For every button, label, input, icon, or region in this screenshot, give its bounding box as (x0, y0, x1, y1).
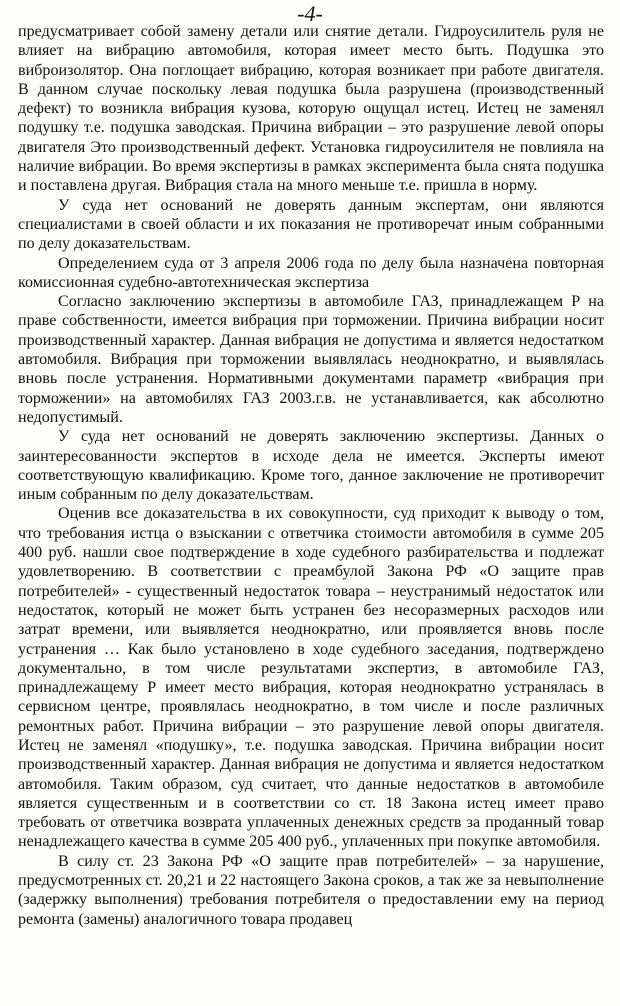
paragraph-expert-testimony: предусматривает собой замену детали или снятие детали. Гидроусилитель руля не влияет на вибрацию автомобиля, которая имеет место быть. Подушка это виброизолятор. Она поглощает вибрацию, которая возникает при работе двигателя. В данном случае поскольку левая подушка была разрушена (производственный дефект) то возникла вибрация кузова, которую ощущал истец. Истец не заменял подушку т.е. подушка заводская. Причина вибрации – это разрушение левой опоры двигателя Это производственный дефект. Установка гидроусилителя не повлияла на наличие вибрации. Во время экспертизы в рамках эксперимента была снята подушка и поставлена другая. Вибрация стала на много меньше т.е. пришла в норму. (18, 23, 604, 195)
paragraph-repeat-expertise: Определением суда от 3 апреля 2006 года по делу была назначена повторная комиссионная судебно-автотехническая экспертиза (18, 254, 604, 291)
document-body (18, 22, 604, 929)
paragraph-trust-experts: У суда нет оснований не доверять данным экспертам, они являются специалистами в своей области и их показания не противоречат иным собранными по делу доказательствам. (18, 196, 604, 253)
paragraph-trust-conclusion: У суда нет оснований не доверять заключению экспертизы. Данных о заинтересованности экспертов в исходе дела не имеется. Эксперты имеют соответствующую квалификацию. Кроме того, данное заключение не противоречит иным собранным по делу доказательствам. (18, 428, 604, 504)
paragraph-court-assessment: Оценив все доказательства в их совокупности, суд приходит к выводу о том, что требования истца о взыскании с ответчика стоимости автомобиля в сумме 205 400 руб. нашли свое подтверждение в ходе судебного разбирательства и подлежат удовлетворению. В соответствии с преамбулой Закона РФ «О защите прав потребителей» - существенный недостаток товара – неустранимый недостаток или недостаток, который не может быть устранен без несоразмерных расходов или затрат времени, или выявляется неоднократно, или проявляется вновь после устранения … Как было установлено в ходе судебного заседания, подтверждено документально, в том числе результатами экспертиз, в автомобиле ГАЗ, принадлежащему Р имеет место вибрация, которая неоднократно устранялась в сервисном центре, проявлялась неоднократно, в том числе и после различных ремонтных работ. Причина вибрации – это разрушение левой опоры двигателя. Истец не заменял «подушку», т.е. подушка заводская. Причина вибрации носит производственный характер. Данная вибрация не допустима и является недостатком автомобиля. Таким образом, суд считает, что данные недостатков в автомобиле является существенным и в соответствии со ст. 18 Закона истец имеет право требовать от ответчика возврата уплаченных денежных средств за проданный товар ненадлежащего качества в сумме 205 400 руб., уплаченных при покупке автомобиля. (18, 505, 604, 851)
page-number: -4- (297, 1, 323, 26)
paragraph-article-23: В силу ст. 23 Закона РФ «О защите прав потребителей» – за нарушение, предусмотренных ст. 20,21 и 22 настоящего Закона сроков, а так же за невыполнение (задержку выполнения) требования потребителя о предоставлении ему на период ремонта (замены) аналогичного товара продавец (18, 852, 604, 928)
paragraph-expertise-conclusion: Согласно заключению экспертизы в автомобиле ГАЗ, принадлежащем Р на праве собственности, имеется вибрация при торможении. Причина вибрации носит производственный характер. Данная вибрация не допустима и является недостатком автомобиля. Вибрация при торможении выявлялась неоднократно, и выявлялась вновь после устранения. Нормативными документами параметр «вибрация при торможении» на автомобилях ГАЗ 2003.г.в. не устанавливается, как абсолютно недопустимый. (18, 293, 604, 426)
